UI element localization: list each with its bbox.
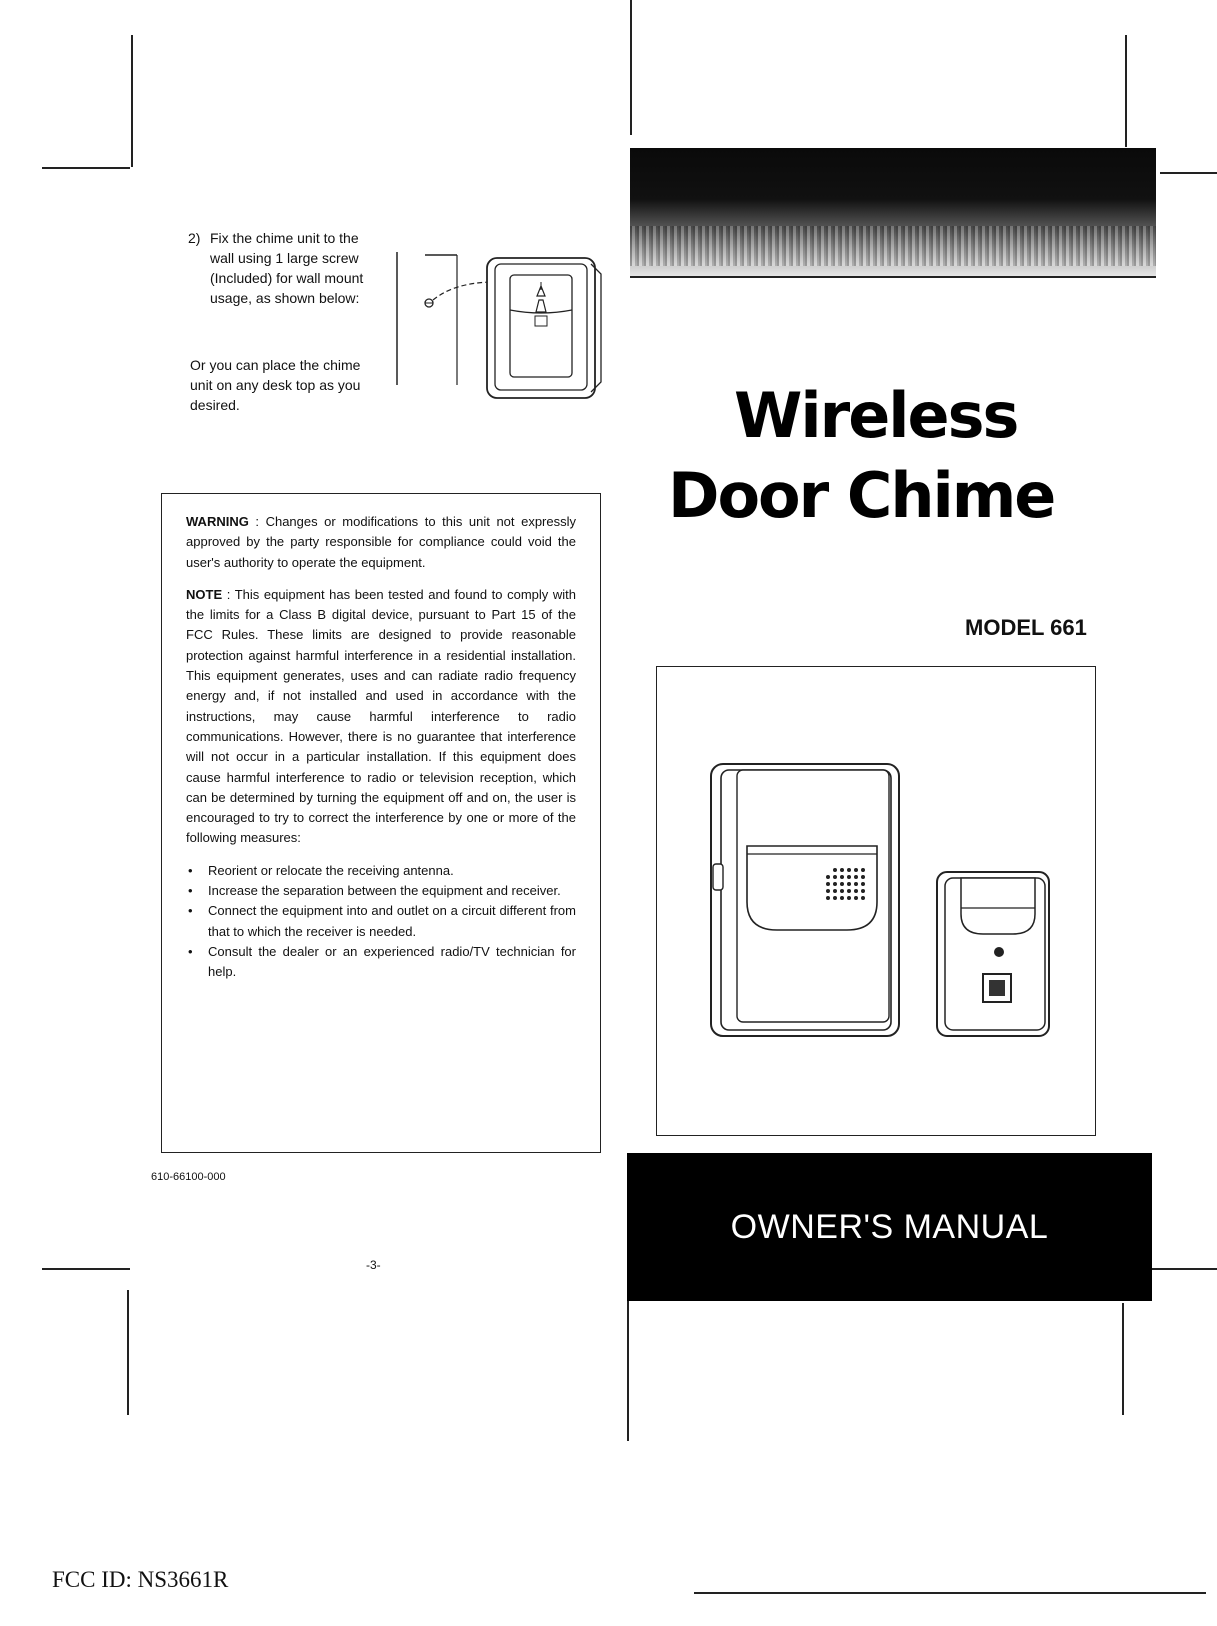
crop-mark [1152, 1268, 1217, 1270]
part-number: 610-66100-000 [151, 1171, 226, 1183]
note-paragraph [186, 585, 576, 849]
install-step [190, 228, 375, 308]
list-item: • Consult the dealer or an experienced radio/TV technician for help. [186, 942, 576, 983]
header-texture [630, 226, 1156, 266]
step-number: 2) [188, 230, 201, 246]
wall-mount-illustration [395, 250, 610, 400]
list-item: • Increase the separation between the equipment and receiver. [186, 881, 576, 901]
title-line-2: Door Chime [668, 459, 1055, 532]
warning-paragraph [186, 512, 576, 573]
product-illustration [707, 762, 1052, 1042]
owners-manual-banner: OWNER'S MANUAL [627, 1153, 1152, 1301]
fcc-id: FCC ID: NS3661R [52, 1567, 229, 1592]
note-label: NOTE [186, 586, 223, 602]
list-item: • Connect the equipment into and outlet on a circuit different from that to which the receiver is needed. [186, 901, 576, 942]
crop-mark [1160, 172, 1217, 174]
title-line-1: Wireless [734, 379, 1018, 452]
product-image-box [656, 666, 1096, 1136]
header-bar [630, 148, 1156, 276]
crop-mark [127, 1290, 129, 1415]
fcc-warning-box [161, 493, 601, 1153]
crop-mark [1122, 1303, 1124, 1415]
warning-text: : Changes or modifications to this unit not expressly approved by the party responsible for compliance could void the user's authority to operate the equipment. [186, 514, 576, 570]
list-item: • Reorient or relocate the receiving antenna. [186, 861, 576, 881]
desk-top-note: Or you can place the chime unit on any desk top as you desired. [190, 357, 361, 413]
warning-label: WARNING [186, 514, 249, 529]
note-text: : This equipment has been tested and found to comply with the limits for a Class B digital device, pursuant to Part 15 of the FCC Rules. These limits are designed to provide reasonable protection against harmful interference in a residential installation. This equipment generates, uses and can radiate radio frequency energy and, if not installed and used in accordance with the instructions, may cause harmful interference to radio communications. However, there is no guarantee that interference will not occur in a particular installation. If this equipment does cause harmful interference to radio or television reception, which can be determined by turning the equipment off and on, the user is encouraged to try to correct the interference by one or more of the following measures: [186, 586, 576, 846]
crop-mark [42, 167, 130, 169]
crop-mark [1125, 35, 1127, 147]
header-underline [630, 276, 1156, 278]
measures-list [186, 861, 576, 983]
bottom-rule [694, 1592, 1206, 1594]
product-title [668, 376, 1128, 536]
crop-mark [42, 1268, 130, 1270]
page-number: -3- [366, 1258, 381, 1272]
crop-mark [131, 35, 133, 167]
model-number: MODEL 661 [965, 615, 1087, 640]
crop-mark [630, 0, 632, 135]
step-text: Fix the chime unit to the wall using 1 large screw (Included) for wall mount usage, as shown below: [210, 230, 364, 306]
crop-mark [627, 1301, 629, 1441]
